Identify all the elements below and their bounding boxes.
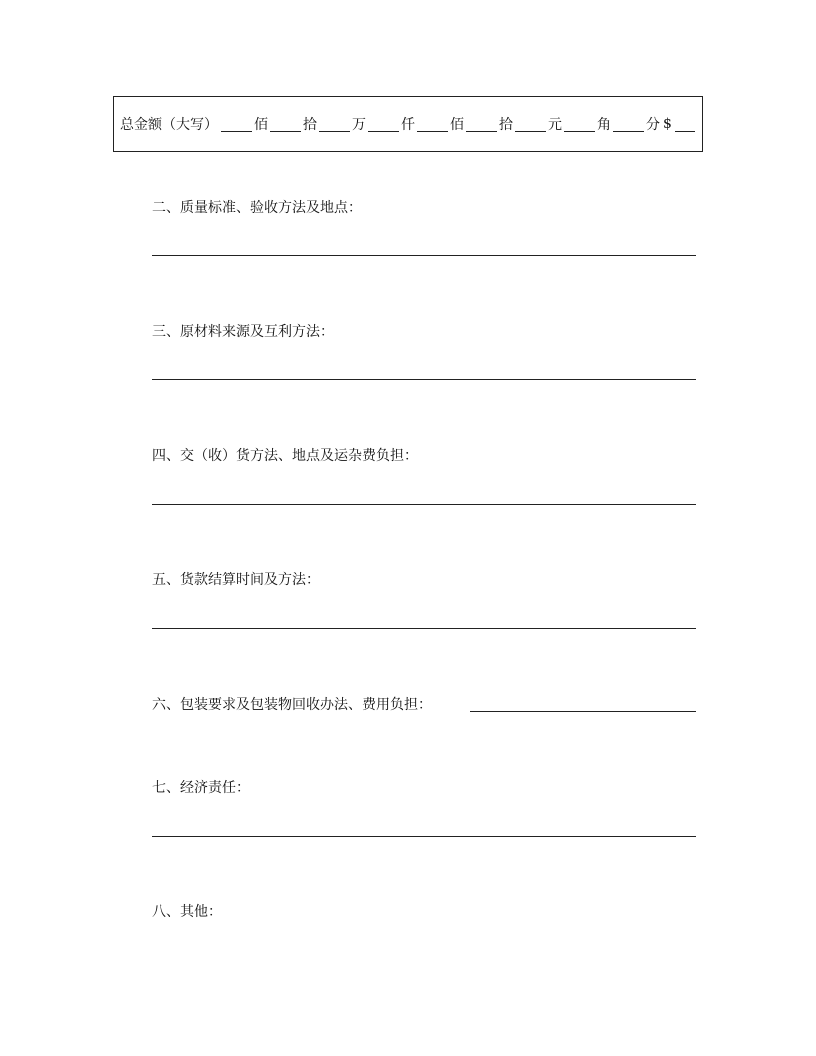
- unit-wan: 万: [352, 117, 367, 133]
- section-2-heading: 二、质量标准、验收方法及地点：: [152, 200, 362, 216]
- total-amount-label: 总金额（大写）: [120, 117, 219, 133]
- section-6-fill-line[interactable]: [470, 711, 696, 712]
- amount-blank-bai-2[interactable]: [417, 117, 448, 132]
- unit-yuan: 元: [548, 117, 563, 133]
- amount-blank-dollar[interactable]: [675, 117, 695, 132]
- section-8-heading: 八、其他：: [152, 904, 222, 920]
- section-5-fill-line[interactable]: [152, 628, 696, 629]
- section-2-fill-line[interactable]: [152, 255, 696, 256]
- amount-blank-shi-1[interactable]: [270, 117, 301, 132]
- unit-jiao: 角: [597, 117, 612, 133]
- amount-blank-qian[interactable]: [368, 117, 399, 132]
- unit-bai-2: 佰: [450, 117, 465, 133]
- unit-shi-2: 拾: [499, 117, 514, 133]
- unit-fen: 分: [646, 117, 661, 133]
- amount-blank-shi-2[interactable]: [466, 117, 497, 132]
- amount-blank-fen[interactable]: [613, 117, 644, 132]
- amount-blank-jiao[interactable]: [564, 117, 595, 132]
- section-4-heading: 四、交（收）货方法、地点及运杂费负担：: [152, 448, 418, 464]
- section-6-heading: 六、包装要求及包装物回收办法、费用负担：: [152, 697, 432, 713]
- section-3-heading: 三、原材料来源及互利方法：: [152, 324, 334, 340]
- unit-bai-1: 佰: [254, 117, 269, 133]
- section-7-heading: 七、经济责任：: [152, 780, 250, 796]
- unit-qian: 仟: [401, 117, 416, 133]
- section-3-fill-line[interactable]: [152, 379, 696, 380]
- amount-blank-wan[interactable]: [319, 117, 350, 132]
- total-amount-box: [113, 96, 703, 152]
- currency-symbol: $: [663, 116, 672, 132]
- unit-shi-1: 拾: [303, 117, 318, 133]
- section-5-heading: 五、货款结算时间及方法：: [152, 572, 320, 588]
- amount-blank-yuan[interactable]: [515, 117, 546, 132]
- amount-blank-bai-1[interactable]: [221, 117, 252, 132]
- section-4-fill-line[interactable]: [152, 504, 696, 505]
- section-7-fill-line[interactable]: [152, 836, 696, 837]
